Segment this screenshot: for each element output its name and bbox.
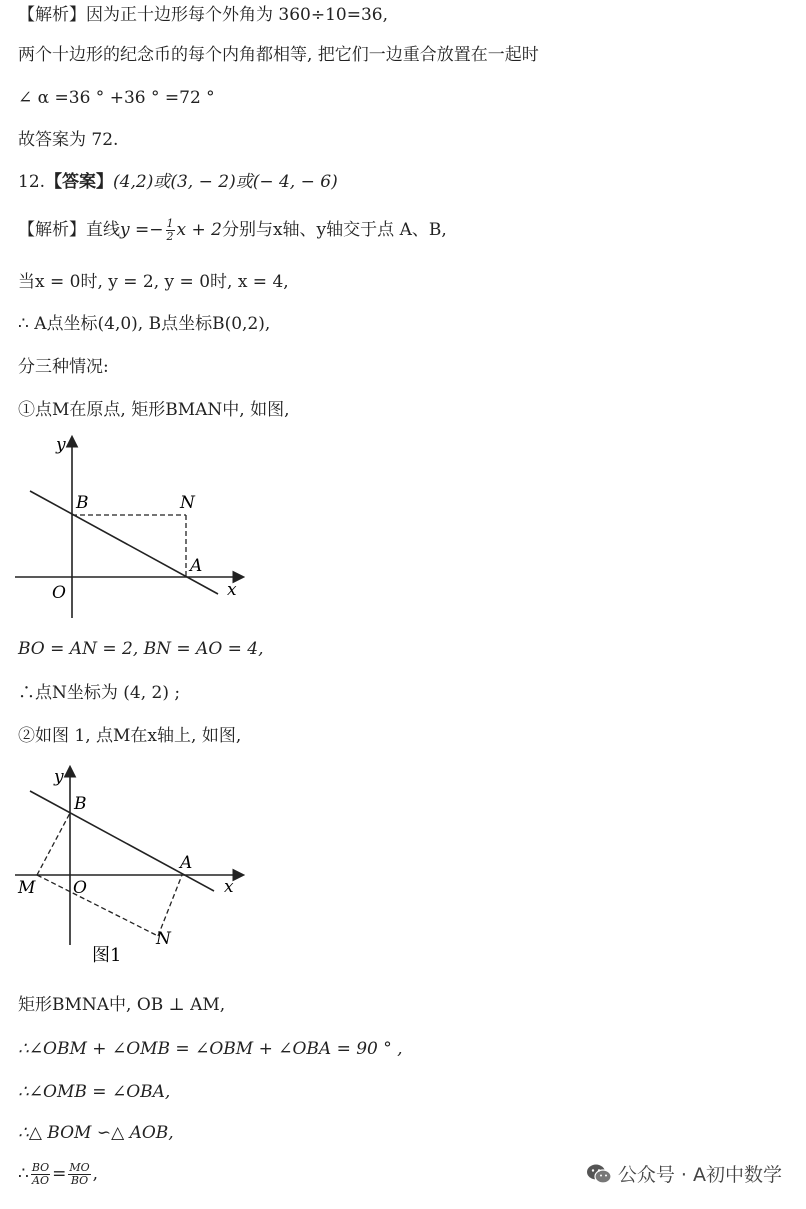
fraction — [68, 1162, 90, 1187]
therefore-symbol: ∴ — [18, 1164, 29, 1185]
equation-part: y =− — [120, 220, 164, 241]
equals-sign: = — [52, 1164, 67, 1185]
label-N: N — [156, 929, 171, 949]
text-line: 两个十边形的纪念币的每个内角都相等, 把它们一边重合放置在一起时 — [18, 45, 539, 65]
fraction-numerator: 1 — [166, 217, 174, 230]
text-line: 分三种情况: — [18, 357, 109, 377]
label-N: N — [180, 493, 195, 513]
comma: , — [92, 1164, 99, 1185]
dashed-MN — [37, 875, 158, 936]
text-line: 故答案为 72. — [18, 130, 119, 150]
label-A: A — [180, 853, 193, 873]
answer-tag: 【答案】 — [45, 172, 114, 192]
fraction-numerator: BO — [31, 1161, 50, 1174]
question-number: 12. — [18, 172, 46, 192]
text-line — [18, 218, 447, 243]
dashed-MB — [37, 813, 70, 875]
text-part: 分别与x轴、y轴交于点 A、B, — [221, 220, 447, 241]
coordinate-figure-2 — [10, 760, 250, 970]
text-line: ∠ α =36 ° +36 ° =72 ° — [18, 88, 215, 108]
label-y: y — [56, 435, 66, 455]
answer-text: (4,2)或(3, − 2)或(− 4, − 6) — [113, 172, 338, 192]
figure-caption: 图1 — [92, 945, 122, 966]
label-B: B — [74, 794, 87, 814]
answer-line — [18, 172, 338, 192]
label-A: A — [190, 556, 203, 576]
fraction-denominator: AO — [32, 1174, 49, 1188]
label-x: x — [227, 580, 237, 600]
text-line: ∴点N坐标为 (4, 2) ; — [18, 683, 181, 703]
coordinate-figure-1 — [10, 428, 250, 623]
equation-part: x + 2 — [176, 220, 222, 241]
fraction — [31, 1162, 50, 1187]
text-line: 矩形BMNA中, OB ⊥ AM, — [18, 995, 226, 1015]
fraction-denominator: BO — [70, 1174, 89, 1188]
label-y: y — [54, 767, 64, 787]
text-line: ∴∠OBM + ∠OMB = ∠OBM + ∠OBA = 90 ° , — [18, 1039, 403, 1059]
watermark — [586, 1160, 782, 1187]
text-line — [18, 1162, 98, 1187]
fraction-numerator: MO — [69, 1161, 90, 1174]
analysis-tag: 【解析】直线 — [18, 220, 120, 241]
text-line: 当x = 0时, y = 2, y = 0时, x = 4, — [18, 272, 289, 292]
dashed-NA — [158, 875, 182, 936]
fraction — [166, 218, 175, 243]
line-AB — [30, 791, 214, 891]
text-line: BO = AN = 2, BN = AO = 4, — [18, 639, 264, 659]
label-x: x — [224, 877, 234, 897]
text-line: 【解析】因为正十边形每个外角为 360÷10=36, — [18, 5, 389, 25]
label-O: O — [52, 583, 66, 603]
fraction-denominator: 2 — [166, 230, 174, 244]
text-line: ∴ A点坐标(4,0), B点坐标B(0,2), — [18, 314, 271, 334]
text-line: ①点M在原点, 矩形BMAN中, 如图, — [18, 400, 290, 420]
text-line: ∴△ BOM ∽△ AOB, — [18, 1123, 174, 1143]
watermark-text: 公众号 · A初中数学 — [617, 1164, 782, 1186]
label-B: B — [76, 493, 89, 513]
text-line: ②如图 1, 点M在x轴上, 如图, — [18, 726, 242, 746]
wechat-icon — [586, 1163, 612, 1185]
text-line: ∴∠OMB = ∠OBA, — [18, 1082, 171, 1102]
label-M: M — [18, 878, 36, 898]
label-O: O — [73, 878, 87, 898]
